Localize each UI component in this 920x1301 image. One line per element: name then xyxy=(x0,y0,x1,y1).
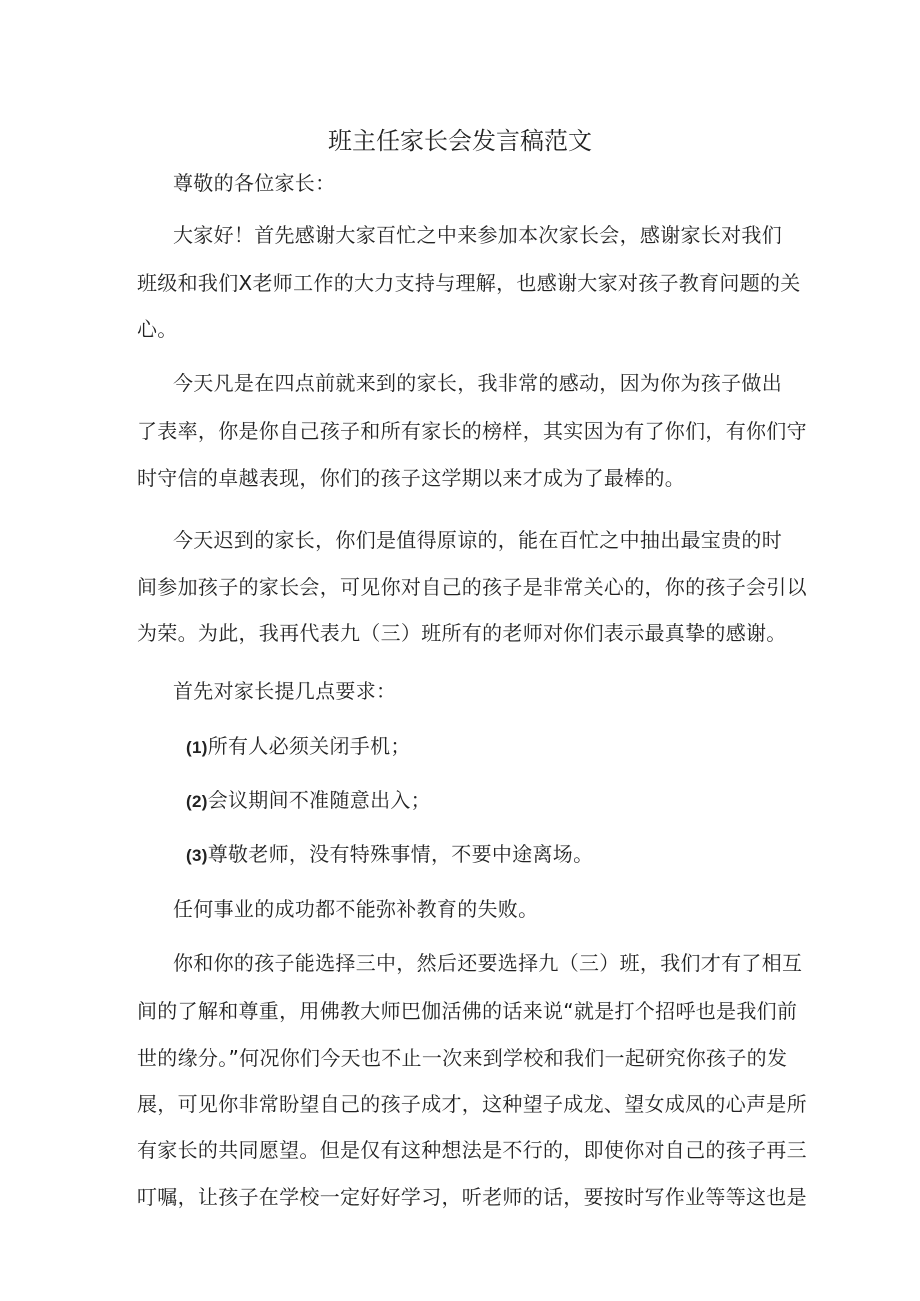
text-line: 世的缘分。”何况你们今天也不止一次来到学校和我们一起研究你孩子的发 xyxy=(137,1046,788,1070)
text-line: 时守信的卓越表现，你们的孩子这学期以来才成为了最棒的。 xyxy=(137,466,686,490)
list-number: (2) xyxy=(186,792,208,811)
list-text: 会议期间不准随意出入； xyxy=(207,788,431,812)
list-text: 尊敬老师，没有特殊事情，不要中途离场。 xyxy=(207,842,594,866)
text-line: 心。 xyxy=(137,317,178,341)
list-item xyxy=(186,733,411,761)
statement: 任何事业的成功都不能弥补教育的失败。 xyxy=(173,897,539,921)
text-line: 大家好！首先感谢大家百忙之中来参加本次家长会，感谢家长对我们 xyxy=(173,223,782,247)
requirements-intro: 首先对家长提几点要求： xyxy=(173,679,397,703)
text-line: 了表率，你是你自己孩子和所有家长的榜样，其实因为有了你们，有你们守 xyxy=(137,419,807,443)
text-line: 间的了解和尊重，用佛教大师巴伽活佛的话来说“就是打个招呼也是我们前 xyxy=(137,999,798,1023)
list-number: (3) xyxy=(186,846,208,865)
list-number: (1) xyxy=(186,738,208,757)
text-line: 今天凡是在四点前就来到的家长，我非常的感动，因为你为孩子做出 xyxy=(173,371,782,395)
text-line: 展，可见你非常盼望自己的孩子成才，这种望子成龙、望女成凤的心声是所 xyxy=(137,1092,807,1116)
text-line: 班级和我们X老师工作的大力支持与理解，也感谢大家对孩子教育问题的关 xyxy=(137,271,801,295)
list-text: 所有人必须关闭手机； xyxy=(207,734,411,758)
text-line: 间参加孩子的家长会，可见你对自己的孩子是非常关心的，你的孩子会引以 xyxy=(137,575,807,599)
text-line: 为荣。为此，我再代表九（三）班所有的老师对你们表示最真挚的感谢。 xyxy=(137,621,787,645)
text-line: 你和你的孩子能选择三中，然后还要选择九（三）班，我们才有了相互 xyxy=(173,951,803,975)
document-title: 班主任家长会发言稿范文 xyxy=(328,127,592,155)
list-item xyxy=(186,841,593,869)
text-line: 叮嘱，让孩子在学校一定好好学习，听老师的话，要按时写作业等等这也是 xyxy=(137,1185,807,1209)
salutation: 尊敬的各位家长： xyxy=(173,171,336,195)
text-line: 今天迟到的家长，你们是值得原谅的，能在百忙之中抽出最宝贵的时 xyxy=(173,528,782,552)
text-line: 有家长的共同愿望。但是仅有这种想法是不行的，即使你对自己的孩子再三 xyxy=(137,1138,807,1162)
list-item xyxy=(186,787,431,815)
